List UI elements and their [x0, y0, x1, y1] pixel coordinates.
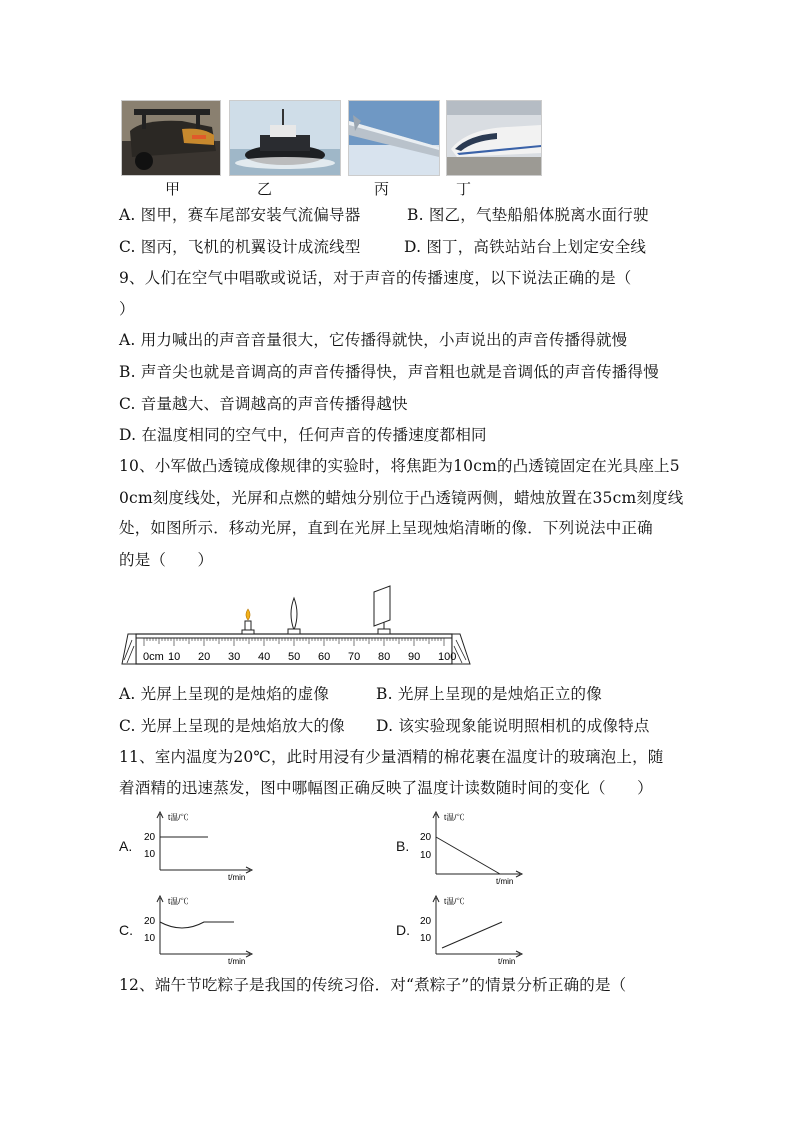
optical-bench-diagram — [118, 584, 474, 668]
light-screen — [374, 586, 390, 634]
caption-ding: 丁 — [456, 180, 472, 198]
graph-b-ylabel: t温/℃ — [444, 813, 465, 822]
convex-lens — [288, 598, 300, 634]
graph-c-curve — [160, 922, 234, 928]
q9-option-c: C. 音量越大、音调越高的声音传播得越快 — [119, 395, 408, 413]
photo-high-speed-train — [446, 100, 542, 176]
caption-jia: 甲 — [165, 180, 181, 198]
bench-tick-label: 60 — [318, 651, 331, 663]
caption-bing: 丙 — [374, 180, 390, 198]
graph-d-y20: 20 — [420, 916, 432, 927]
q10-stem-1: 10、小军做凸透镜成像规律的实验时，将焦距为10cm的凸透镜固定在光具座上5 — [119, 457, 680, 475]
q10-stem-3: 处，如图所示．移动光屏，直到在光屏上呈现烛焰清晰的像．下列说法中正确 — [119, 519, 653, 537]
q9-option-d: D. 在温度相同的空气中，任何声音的传播速度都相同 — [119, 426, 487, 444]
graph-c-label: C. — [119, 922, 133, 938]
q10-option-a: A. 光屏上呈现的是烛焰的虚像 — [119, 685, 330, 703]
bench-tick-label: 100 — [438, 651, 457, 663]
q11-stem-1: 11、室内温度为20℃，此时用浸有少量酒精的棉花裹在温度计的玻璃泡上，随 — [119, 748, 664, 766]
graph-b-label: B. — [396, 838, 410, 854]
q8-option-b: B. 图乙，气垫船船体脱离水面行驶 — [407, 206, 649, 224]
graph-b-y20: 20 — [420, 832, 432, 843]
graph-a-y10: 10 — [144, 849, 156, 860]
graph-a-label: A. — [119, 838, 133, 854]
q10-option-b: B. 光屏上呈现的是烛焰正立的像 — [376, 685, 602, 703]
graph-a-y20: 20 — [144, 832, 156, 843]
q10-stem-4: 的是（ ） — [119, 551, 214, 569]
graph-a — [140, 808, 280, 880]
q8-option-d: D. 图丁，高铁站站台上划定安全线 — [404, 238, 647, 256]
candle — [242, 609, 254, 634]
q8-option-a: A. 图甲，赛车尾部安装气流偏导器 — [119, 206, 361, 224]
bench-tick-label: 20 — [198, 651, 211, 663]
bench-tick-label: 10 — [168, 651, 181, 663]
q8-option-c: C. 图丙，飞机的机翼设计成流线型 — [119, 238, 361, 256]
q9-stem-cont: ） — [119, 300, 135, 318]
bench-tick-label: 0cm — [143, 651, 164, 663]
bench-tick-label: 80 — [378, 651, 391, 663]
graph-c-xlabel: t/min — [228, 957, 246, 966]
graph-a-xlabel: t/min — [228, 873, 246, 880]
graph-d-ylabel: t温/℃ — [444, 897, 465, 906]
photo-airplane-wing — [348, 100, 440, 176]
q9-option-b: B. 声音尖也就是音调高的声音传播得快，声音粗也就是音调低的声音传播得慢 — [119, 363, 659, 381]
bench-tick-label: 30 — [228, 651, 241, 663]
q12-stem: 12、端午节吃粽子是我国的传统习俗．对“煮粽子”的情景分析正确的是（ — [119, 976, 627, 994]
photo-hovercraft — [229, 100, 341, 176]
graph-c — [140, 892, 270, 966]
graph-c-y10: 10 — [144, 933, 156, 944]
graph-d-curve — [442, 922, 502, 948]
graph-d-y10: 10 — [420, 933, 432, 944]
caption-yi: 乙 — [257, 180, 273, 198]
graph-d-xlabel: t/min — [498, 957, 516, 966]
q10-option-c: C. 光屏上呈现的是烛焰放大的像 — [119, 717, 345, 735]
bench-tick-label: 40 — [258, 651, 271, 663]
bench-tick-label: 90 — [408, 651, 421, 663]
q9-option-a: A. 用力喊出的声音音量很大，它传播得就快，小声说出的声音传播得就慢 — [119, 331, 628, 349]
q11-stem-2: 着酒精的迅速蒸发，图中哪幅图正确反映了温度计读数随时间的变化（ ） — [119, 779, 653, 797]
graph-d — [416, 892, 536, 966]
photo-race-car — [121, 100, 221, 176]
graph-d-label: D. — [396, 922, 410, 938]
bench-tick-label: 50 — [288, 651, 301, 663]
graph-c-y20: 20 — [144, 916, 156, 927]
graph-a-ylabel: t温/℃ — [168, 813, 189, 822]
graph-b — [416, 808, 536, 888]
q10-stem-2: 0cm刻度线处，光屏和点燃的蜡烛分别位于凸透镜两侧，蜡烛放置在35cm刻度线 — [119, 489, 684, 507]
q9-stem: 9、人们在空气中唱歌或说话，对于声音的传播速度，以下说法正确的是（ — [119, 269, 632, 287]
graph-b-curve — [436, 837, 500, 874]
q10-option-d: D. 该实验现象能说明照相机的成像特点 — [376, 717, 650, 735]
graph-b-y10: 10 — [420, 850, 432, 861]
graph-b-xlabel: t/min — [496, 877, 514, 886]
bench-tick-label: 70 — [348, 651, 361, 663]
graph-c-ylabel: t温/℃ — [168, 897, 189, 906]
